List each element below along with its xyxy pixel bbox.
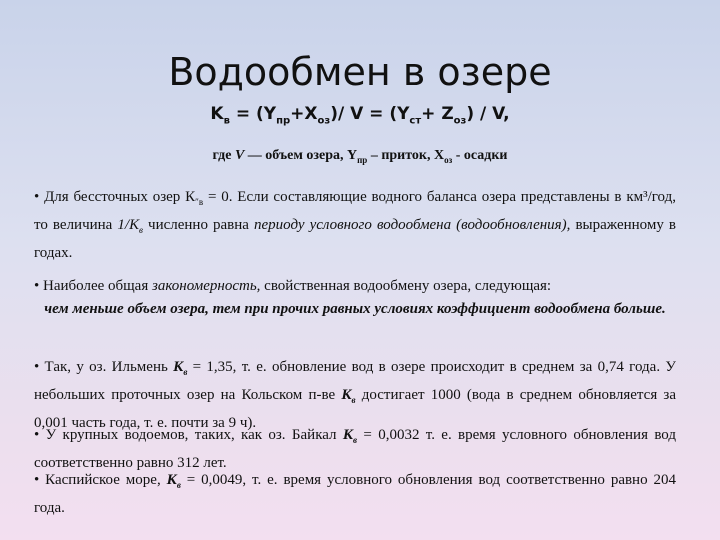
p4-a: • У крупных водоемов, таких, как оз. Байкал — [34, 427, 343, 443]
p3-k2: К — [341, 387, 352, 403]
p3-b: = 1,35, т. е. обновление вод в озере происходит в среднем за 0,74 года. У небольших проточных озер на Кольском п-ве — [34, 359, 676, 403]
legend-line — [0, 148, 720, 165]
p4-k-sub: в — [353, 435, 358, 445]
p1-a: • Для бессточных озер К — [34, 189, 196, 205]
p5-k-sub: в — [176, 480, 181, 490]
p1-a-sub: ″в — [195, 197, 204, 207]
formula-part1: = (Y — [229, 104, 277, 124]
p2-c: свойственная водообмену озера, следующая: — [260, 278, 552, 294]
formula-z-sub: оз — [453, 115, 467, 127]
paragraph-closed-lakes — [34, 186, 676, 265]
p5-b: = 0,0049, т. е. время условного обновления вод соответственно равно 204 года. — [34, 472, 676, 516]
p3-k-sub: в — [183, 367, 188, 377]
p4-k: К — [342, 427, 354, 443]
page-title: Водообмен в озере — [168, 50, 552, 94]
p3-a: • Так, у оз. Ильмень — [34, 359, 174, 375]
formula-part2: +X — [290, 104, 318, 124]
where-v-text: — объем озера, Y — [244, 148, 358, 163]
formula-part3: )/ V = (Y — [330, 104, 410, 124]
p2-b: закономерность, — [152, 278, 261, 294]
where-y-text: – приток, X — [367, 148, 445, 163]
p5-k: К — [166, 472, 177, 488]
p1-c: 1/К — [117, 217, 140, 233]
p3-k2-sub: в — [351, 395, 356, 405]
where-v: V — [234, 148, 245, 163]
formula-k: K — [210, 104, 224, 124]
p4-b: = 0,0032 т. е. время условного обновления вод соответственно равно 312 лет. — [34, 427, 676, 471]
formula — [0, 104, 720, 126]
p1-f: выраженному в годах. — [34, 217, 677, 261]
formula-y-sub: пр — [276, 115, 291, 127]
p1-d: численно равна — [142, 217, 254, 233]
p5-a: • Каспийское море, — [34, 472, 167, 488]
formula-part4: + Z — [421, 104, 454, 124]
p3-k: К — [173, 359, 184, 375]
where-y-sub: пр — [357, 154, 368, 165]
where-prefix: где — [212, 148, 235, 163]
paragraph-caspian — [34, 469, 676, 520]
formula-k-sub: в — [223, 115, 230, 127]
paragraph-regularity — [34, 275, 676, 321]
p2-a: • Наиболее общая — [34, 278, 152, 294]
formula-yct-sub: ст — [409, 115, 422, 127]
formula-part5: ) / V, — [466, 104, 510, 124]
formula-x-sub: оз — [317, 115, 331, 127]
p3-c: достигает 1000 (вода в среднем обновляется за 0,001 часть года, т. е. почти за 9 ч). — [34, 387, 676, 431]
p2-d: чем меньше объем озера, тем при прочих равных условиях коэффициент водообмена больше. — [44, 301, 666, 317]
p1-e: периоду условного водообмена (водообновления), — [254, 217, 571, 233]
paragraph-baikal — [34, 424, 676, 475]
p1-b: = 0. Если составляющие водного баланса озера представлены в км³/год, то величина — [34, 189, 677, 233]
where-x-sub: оз — [444, 154, 453, 165]
p1-c-sub: в — [139, 225, 143, 235]
where-x-text: - осадки — [452, 148, 508, 163]
